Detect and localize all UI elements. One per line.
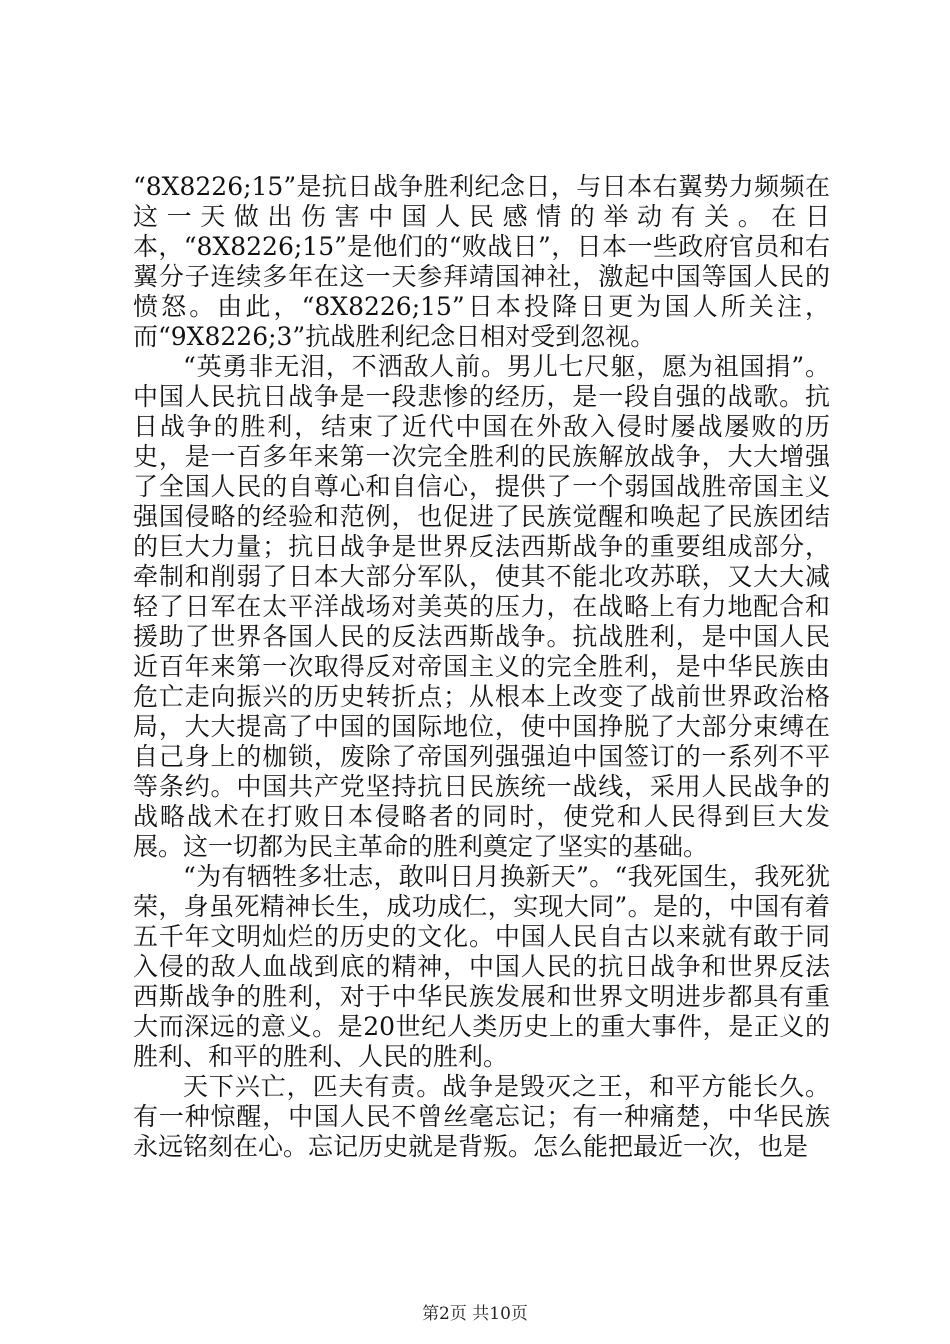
paragraph-victory-day: “8X8226;15”是抗日战争胜利纪念日，与日本右翼势力频频在这一天做出伤害中国人民感情的举动有关。在日本，“8X8226;15”是他们的“败战日”，日本一些政府官员和右翼分子连续多年在这一天参拜靖国神社，激起中国等国人民的愤怒。由此，“8X8226;15”日本投降日更为国人所关注，而“9X8226;3”抗战胜利纪念日相对受到忽视。: [133, 172, 830, 351]
document-body: [133, 172, 830, 1162]
page-number-footer: 第2页 共10页: [422, 1304, 528, 1324]
paragraph-remember-history: 天下兴亡，匹夫有责。战争是毁灭之王，和平方能长久。有一种惊醒，中国人民不曾丝毫忘记；有一种痛楚，中华民族永远铭刻在心。忘记历史就是背叛。怎么能把最近一次，也是: [133, 1072, 830, 1161]
paragraph-war-significance: “英勇非无泪，不洒敌人前。男儿七尺躯，愿为祖国捐”。中国人民抗日战争是一段悲惨的经历，是一段自强的战歌。抗日战争的胜利，结束了近代中国在外敌入侵时屡战屡败的历史，是一百多年来第一次完全胜利的民族解放战争，大大增强了全国人民的自尊心和自信心，提供了一个弱国战胜帝国主义强国侵略的经验和范例，也促进了民族觉醒和唤起了民族团结的巨大力量；抗日战争是世界反法西斯战争的重要组成部分，牵制和削弱了日本大部分军队，使其不能北攻苏联，又大大减轻了日军在太平洋战场对美英的压力，在战略上有力地配合和援助了世界各国人民的反法西斯战争。抗战胜利，是中国人民近百年来第一次取得反对帝国主义的完全胜利，是中华民族由危亡走向振兴的历史转折点；从根本上改变了战前世界政治格局，大大提高了中国的国际地位，使中国挣脱了大部分束缚在自己身上的枷锁，废除了帝国列强强迫中国签订的一系列不平等条约。中国共产党坚持抗日民族统一战线，采用人民战争的战略战术在打败日本侵略者的同时，使党和人民得到巨大发展。这一切都为民主革命的胜利奠定了坚实的基础。: [133, 352, 830, 861]
paragraph-sacrifice: “为有牺牲多壮志，敢叫日月换新天”。“我死国生，我死犹荣，身虽死精神长生，成功成仁，实现大同”。是的，中国有着五千年文明灿烂的历史的文化。中国人民自古以来就有敢于同入侵的敌人血战到底的精神，中国人民的抗日战争和世界反法西斯战争的胜利，对于中华民族发展和世界文明进步都具有重大而深远的意义。是20世纪人类历史上的重大事件，是正义的胜利、和平的胜利、人民的胜利。: [133, 862, 830, 1071]
